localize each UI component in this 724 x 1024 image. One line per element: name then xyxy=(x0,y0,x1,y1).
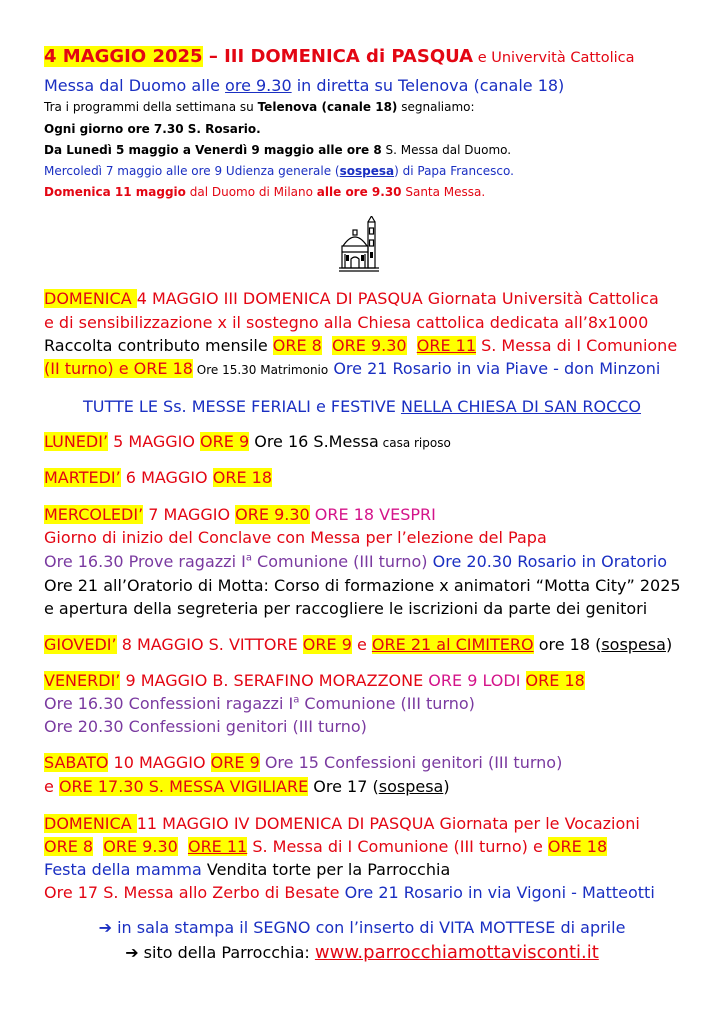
intro-duomo-line: Messa dal Duomo alle ore 9.30 in diretta su Telenova (canale 18) xyxy=(44,76,565,95)
sun11-line4: Ore 17 S. Messa allo Zerbo di Besate Ore 21 Rosario in via Vigoni - Matteotti xyxy=(44,883,655,902)
intro-title: 4 MAGGIO 2025 – III DOMENICA di PASQUA e Univervità Cattolica xyxy=(44,46,635,67)
sun4-line1: DOMENICA 4 MAGGIO III DOMENICA DI PASQUA Giornata Università Cattolica xyxy=(44,289,659,308)
wed-line4: Ore 21 all’Oratorio di Motta: Corso di formazione x animatori “Motta City” 2025 xyxy=(44,576,681,595)
sun11-line1: DOMENICA 11 MAGGIO IV DOMENICA DI PASQUA Giornata per le Vocazioni xyxy=(44,814,640,833)
intro-rosario-line: Ogni giorno ore 7.30 S. Rosario. xyxy=(44,122,261,136)
mon-line: LUNEDI’ 5 MAGGIO ORE 9 Ore 16 S.Messa casa riposo xyxy=(44,432,451,451)
sun11-line2: ORE 8 ORE 9.30 ORE 11 S. Messa di I Comunione (III turno) e ORE 18 xyxy=(44,837,608,856)
intro-telenova-line: Tra i programmi della settimana su Telenova (canale 18) segnaliamo: xyxy=(44,100,475,114)
arrow-right-icon: ➔ xyxy=(98,918,112,937)
notice-line: TUTTE LE Ss. MESSE FERIALI e FESTIVE NELLA CHIESA DI SAN ROCCO xyxy=(82,397,642,416)
tue-line: MARTEDI’ 6 MAGGIO ORE 18 xyxy=(44,468,272,487)
parish-website-link[interactable]: www.parrocchiamottavisconti.it xyxy=(314,942,599,963)
intro-udienza-line: Mercoledì 7 maggio alle ore 9 Udienza generale (sospesa) di Papa Francesco. xyxy=(44,164,514,178)
sun4-day-label: DOMENICA xyxy=(44,289,137,308)
wed-line1: MERCOLEDI’ 7 MAGGIO ORE 9.30 ORE 18 VESPRI xyxy=(44,505,436,524)
church-logo-icon xyxy=(339,216,381,274)
fri-line1: VENERDI’ 9 MAGGIO B. SERAFINO MORAZZONE ORE 9 LODI ORE 18 xyxy=(44,671,585,690)
intro-messa-duomo-line: Da Lunedì 5 maggio a Venerdì 9 maggio alle ore 8 S. Messa dal Duomo. xyxy=(44,143,512,157)
wed-line3: Ore 16.30 Prove ragazzi $I^a$ Comunione (III turno) Ore 20.30 Rosario in Oratorio xyxy=(44,552,668,571)
arrow-right-icon: ➔ xyxy=(125,943,139,962)
footer-line1: ➔ in sala stampa il SEGNO con l’inserto di VITA MOTTESE di aprile xyxy=(98,918,626,937)
sun4-line4: (II turno) e ORE 18 Ore 15.30 Matrimonio Ore 21 Rosario in via Piave - don Minzoni xyxy=(44,359,661,378)
sun4-line3: Raccolta contributo mensile ORE 8 ORE 9.30 ORE 11 S. Messa di I Comunione xyxy=(44,336,678,355)
thu-line: GIOVEDI’ 8 MAGGIO S. VITTORE ORE 9 e ORE 21 al CIMITERO ore 18 (sospesa) xyxy=(44,635,673,654)
sat-line2: e ORE 17.30 S. MESSA VIGILIARE Ore 17 (sospesa) xyxy=(44,777,450,796)
intro-date: 4 MAGGIO 2025 xyxy=(44,46,203,67)
wed-line2: Giorno di inizio del Conclave con Messa per l’elezione del Papa xyxy=(44,528,547,547)
sun11-line3: Festa della mamma Vendita torte per la Parrocchia xyxy=(44,860,451,879)
sun4-line2: e di sensibilizzazione x il sostegno alla Chiesa cattolica dedicata all’8x1000 xyxy=(44,313,649,332)
fri-line3: Ore 20.30 Confessioni genitori (III turno) xyxy=(44,717,367,736)
sat-line1: SABATO 10 MAGGIO ORE 9 Ore 15 Confessioni genitori (III turno) xyxy=(44,753,563,772)
intro-domenica-line: Domenica 11 maggio dal Duomo di Milano alle ore 9.30 Santa Messa. xyxy=(44,185,486,199)
fri-line2: Ore 16.30 Confessioni ragazzi $I^a$ Comunione (III turno) xyxy=(44,694,475,713)
footer-line2: ➔ sito della Parrocchia: www.parrocchiamottavisconti.it xyxy=(125,942,599,963)
wed-line5: e apertura della segreteria per raccogliere le iscrizioni da parte dei genitori xyxy=(44,599,648,618)
